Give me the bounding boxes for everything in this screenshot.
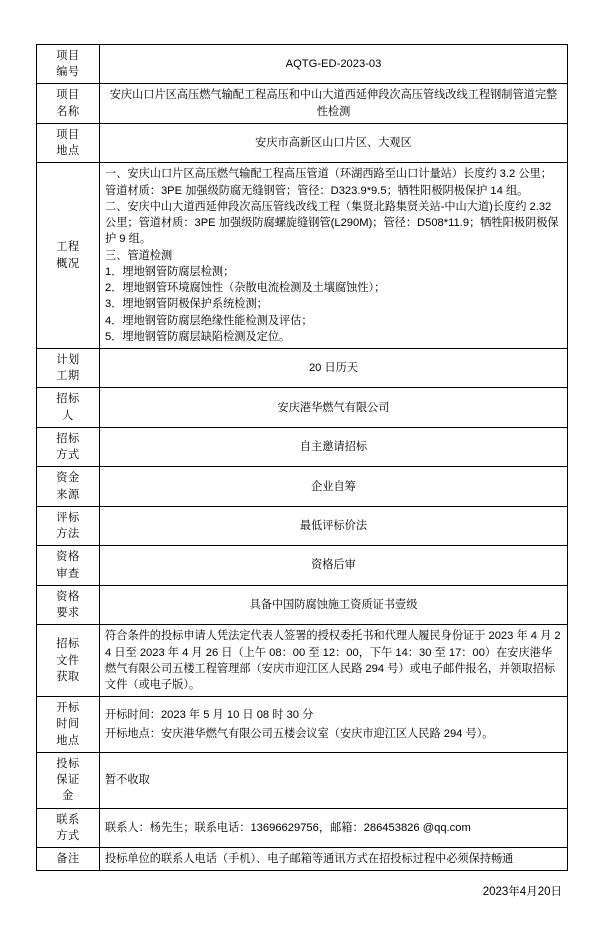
row-value-paragraph: 一、安庆山口片区高压燃气输配工程高压管道（环湖西路至山口计量站）长度约 3.2 公里；管道材质：3PE 加强级防腐无缝钢管；管径：D323.9*9.5；牺牲阳极阴极保护 14 组。	[105, 168, 552, 197]
row-label-line: 保证	[56, 774, 80, 787]
row-label-line: 名称	[56, 105, 80, 118]
row-value: 企业自筹	[100, 467, 568, 506]
row-label	[37, 348, 100, 387]
row-label-line: 开标	[56, 702, 80, 715]
table-row	[37, 625, 568, 697]
row-label-line: 备注	[56, 853, 80, 866]
row-label-line: 审查	[56, 567, 80, 580]
row-value-paragraph: 3．埋地钢管阴极保护系统检测；	[105, 298, 268, 311]
row-label-line: 项目	[56, 128, 80, 141]
row-label-line: 资格	[56, 551, 80, 564]
row-label-line: 招标	[56, 638, 80, 651]
row-label-line: 方法	[56, 528, 80, 541]
table-body	[37, 45, 568, 871]
row-label-line: 文件	[56, 654, 80, 667]
table-row	[37, 163, 568, 349]
row-value: 具备中国防腐蚀施工资质证书壹级	[100, 585, 568, 624]
row-label	[37, 546, 100, 585]
row-label	[37, 625, 100, 697]
row-value-paragraph: 三、管道检测	[105, 249, 173, 262]
row-label	[37, 467, 100, 506]
row-label	[37, 752, 100, 808]
row-label-line: 地点	[56, 734, 80, 747]
row-label-line: 资格	[56, 590, 80, 603]
table-row	[37, 348, 568, 387]
row-label-line: 资金	[56, 472, 80, 485]
row-label-line: 联系	[56, 813, 80, 826]
row-label	[37, 848, 100, 871]
table-row	[37, 467, 568, 506]
row-label-line: 招标	[56, 393, 80, 406]
row-value: AQTG-ED-2023-03	[100, 45, 568, 84]
row-label-line: 人	[62, 409, 74, 422]
row-label	[37, 163, 100, 349]
tender-info-table	[36, 44, 568, 871]
row-value: 最低评标价法	[100, 506, 568, 545]
row-value	[100, 163, 568, 349]
row-label-line: 项目	[56, 50, 80, 62]
row-label-line: 评标	[56, 511, 80, 524]
row-label	[37, 697, 100, 753]
row-value	[100, 697, 568, 753]
table-row	[37, 388, 568, 427]
row-label-line: 时间	[56, 718, 80, 731]
table-row	[37, 585, 568, 624]
row-label-line: 编号	[56, 66, 80, 79]
row-label	[37, 123, 100, 162]
row-label-line: 工程	[56, 241, 80, 254]
row-label	[37, 427, 100, 466]
table-row	[37, 84, 568, 123]
table-row	[37, 808, 568, 847]
row-label-line: 招标	[56, 432, 80, 445]
row-value: 安庆港华燃气有限公司	[100, 388, 568, 427]
row-label	[37, 585, 100, 624]
row-value: 联系人：杨先生；联系电话：13696629756，邮箱：286453826 @qq.com	[100, 808, 568, 847]
document-date: 2023年4月20日	[482, 886, 562, 899]
row-value: 投标单位的联系人电话（手机）、电子邮箱等通讯方式在招投标过程中必须保持畅通	[100, 848, 568, 871]
row-label-line: 获取	[56, 670, 80, 683]
row-label-line: 工期	[56, 370, 80, 383]
table-row	[37, 427, 568, 466]
row-value-paragraph: 1．埋地钢管防腐层检测；	[105, 265, 235, 278]
table-row	[37, 697, 568, 753]
row-label	[37, 84, 100, 123]
row-label	[37, 45, 100, 84]
row-label-line: 地点	[56, 145, 80, 158]
row-value: 安庆市高新区山口片区、大观区	[100, 123, 568, 162]
table-row	[37, 506, 568, 545]
row-label-line: 来源	[56, 488, 80, 501]
row-value-paragraph: 二、安庆中山大道西延伸段次高压管线改线工程（集贤北路集贤关站-中山大道)长度约 2.32 公里；管道材质：3PE 加强级防腐螺旋缝钢管(L290M)；管径：D508*11.9；牺牲阳极阴极保护 9 组。	[105, 200, 559, 246]
row-label-line: 要求	[56, 607, 80, 620]
table-row	[37, 45, 568, 84]
row-value: 20 日历天	[100, 348, 568, 387]
row-label-line: 投标	[56, 757, 80, 770]
row-value-paragraph: 4．埋地钢管防腐层绝缘性能检测及评估；	[105, 314, 313, 327]
row-value-paragraph: 开标地点：安庆港华燃气有限公司五楼会议室（安庆市迎江区人民路 294 号）。	[105, 727, 494, 740]
row-label-line: 项目	[56, 89, 80, 102]
table-row	[37, 848, 568, 871]
row-value: 暂不收取	[100, 752, 568, 808]
table-row	[37, 752, 568, 808]
row-label	[37, 388, 100, 427]
row-label-line: 计划	[56, 353, 80, 366]
row-value: 自主邀请招标	[100, 427, 568, 466]
row-value-paragraph: 开标时间：2023 年 5 月 10 日 08 时 30 分	[105, 709, 314, 722]
row-value: 安庆山口片区高压燃气输配工程高压和中山大道西延伸段次高压管线改线工程钢制管道完整性检测	[100, 84, 568, 123]
row-value: 资格后审	[100, 546, 568, 585]
row-value-paragraph: 5．埋地钢管防腐层缺陷检测及定位。	[105, 330, 291, 343]
row-label-line: 方式	[56, 449, 80, 462]
row-label-line: 方式	[56, 829, 80, 842]
row-label	[37, 808, 100, 847]
row-value-paragraph: 2．埋地钢管环境腐蚀性（杂散电流检测及土壤腐蚀性）；	[105, 282, 386, 295]
row-value: 符合条件的投标申请人凭法定代表人签署的授权委托书和代理人履民身份证于 2023 年 4 月 24 日至 2023 年 4 月 26 日（上午 08：00 至 12：00，下午 14：30 至 17：00）在安庆港华燃气有限公司五楼工程管理部（安庆市迎江区人民路 294 号）或电子邮件报名，并领取招标文件（或电子版）。	[100, 625, 568, 697]
row-label-line: 金	[62, 790, 74, 803]
row-label-line: 概况	[56, 257, 80, 270]
table-row	[37, 123, 568, 162]
table-row	[37, 546, 568, 585]
row-label	[37, 506, 100, 545]
